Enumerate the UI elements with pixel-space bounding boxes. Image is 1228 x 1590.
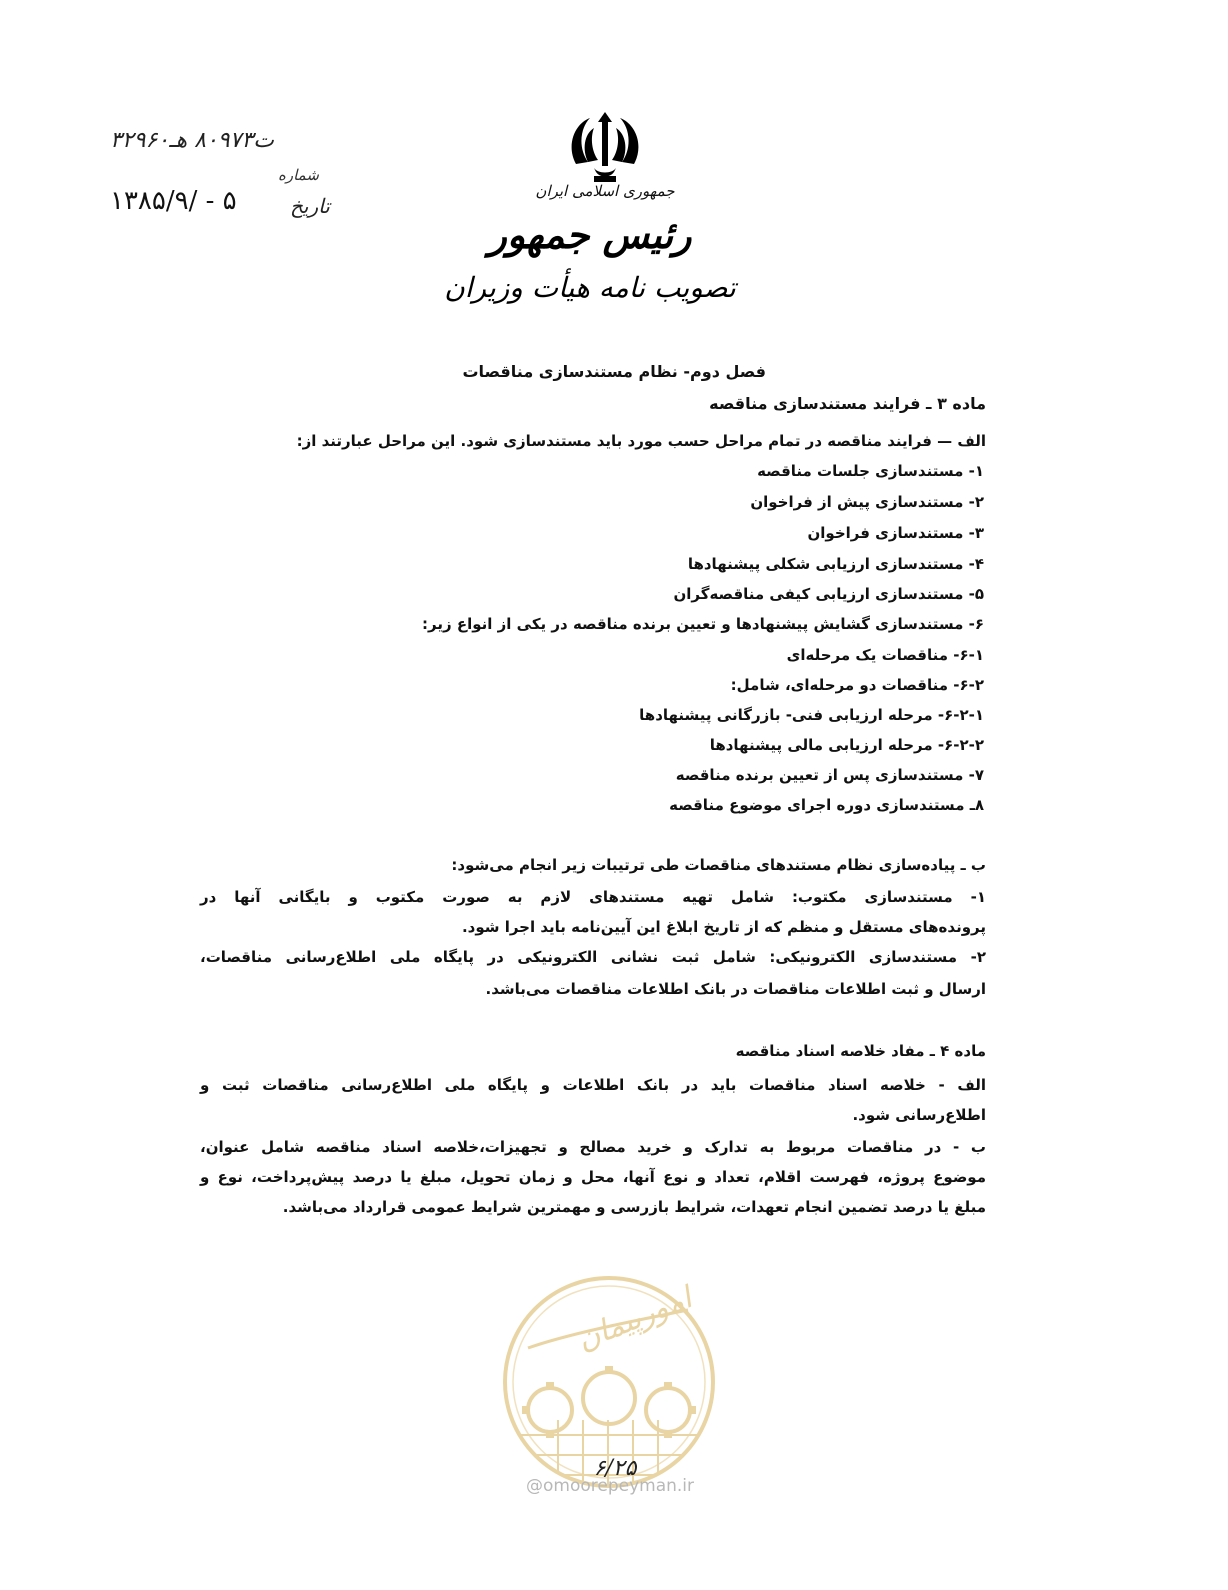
reference-date: ۱۳۸۵/۹/ - ۵ [110, 186, 237, 216]
article3-item: ۵- مستندسازی ارزیابی کیفی مناقصه‌گران [673, 585, 984, 603]
article3-intro: الف — فرایند مناقصه در تمام مراحل حسب مورد باید مستندسازی شود. این مراحل عبارتند از: [296, 432, 986, 450]
office-name: رئیس جمهور [488, 212, 692, 257]
article3-item: ۶-۱- مناقصات یک مرحله‌ای [786, 646, 984, 664]
article3-item: ۶-۲-۱- مرحله ارزیابی فنی- بازرگانی پیشنهادها [639, 706, 984, 724]
article3-item: ۸ـ مستندسازی دوره اجرای موضوع مناقصه [669, 796, 984, 814]
reference-number-label: شماره [278, 166, 319, 184]
article4-line: مبلغ یا درصد تضمین انجام تعهدات، شرایط بازرسی و مهمترین شرایط عمومی قرارداد می‌باشد. [282, 1198, 986, 1216]
decree-title: تصویب نامه هیأت وزیران [444, 271, 736, 304]
article3-item: ۲- مستندسازی پیش از فراخوان [750, 493, 984, 511]
article3-title: ماده ۳ ـ فرایند مستندسازی مناقصه [709, 394, 986, 413]
article3-b-line: ۲- مستندسازی الکترونیکی: شامل ثبت نشانی الکترونیکی در پایگاه ملی اطلاع‌رسانی مناقصات، [200, 948, 986, 966]
article3-b-title: ب ـ پیاده‌سازی نظام مستندهای مناقصات طی ترتیبات زیر انجام می‌شود: [451, 856, 986, 874]
article3-item: ۳- مستندسازی فراخوان [807, 524, 984, 542]
watermark-text: امورپیمان [572, 1280, 697, 1358]
article4-line: ب - در مناقصات مربوط به تدارک و خرید مصالح و تجهیزات،خلاصه اسناد مناقصه شامل عنوان، [200, 1138, 986, 1156]
article3-b-line: پرونده‌های مستقل و منظم که از تاریخ ابلاغ این آیین‌نامه باید اجرا شود. [461, 918, 986, 936]
article3-item: ۱- مستندسازی جلسات مناقصه [757, 462, 984, 480]
article3-b-line: ۱- مستندسازی مکتوب: شامل تهیه مستندهای لازم به صورت مکتوب و بایگانی آنها در [200, 888, 986, 906]
page-number: ۶/۲۵ [593, 1456, 637, 1481]
article3-item: ۶-۲-۲- مرحله ارزیابی مالی پیشنهادها [709, 736, 984, 754]
article4-title: ماده ۴ ـ مفاد خلاصه اسناد مناقصه [735, 1042, 986, 1060]
article4-line: اطلاع‌رسانی شود. [852, 1106, 986, 1124]
article3-b-line: ارسال و ثبت اطلاعات مناقصات در بانک اطلاعات مناقصات می‌باشد. [485, 980, 986, 998]
reference-date-label: تاریخ [290, 194, 330, 218]
article3-item: ۴- مستندسازی ارزیابی شکلی پیشنهادها [687, 555, 984, 573]
article3-item: ۶- مستندسازی گشایش پیشنهادها و تعیین برنده مناقصه در یکی از انواع زیر: [422, 615, 984, 633]
article3-item: ۷- مستندسازی پس از تعیین برنده مناقصه [675, 766, 984, 784]
article4-line: الف - خلاصه اسناد مناقصات باید در بانک اطلاعات و پایگاه ملی اطلاع‌رسانی مناقصات ثبت و [200, 1076, 986, 1094]
article3-item: ۶-۲- مناقصات دو مرحله‌ای، شامل: [730, 676, 984, 694]
site-handle: @omoorepeyman.ir [525, 1476, 695, 1496]
country-name: جمهوری اسلامی ایران [535, 182, 675, 200]
article4-line: موضوع پروژه، فهرست اقلام، تعداد و نوع آنها، محل و زمان تحویل، مبلغ یا درصد پیش‌پرداخت، نوع و [200, 1168, 986, 1186]
chapter-title: فصل دوم- نظام مستندسازی مناقصات [462, 362, 766, 381]
reference-number: ۳۲۹۶۰ت۸۰۹۷۳ هـ [110, 128, 274, 153]
